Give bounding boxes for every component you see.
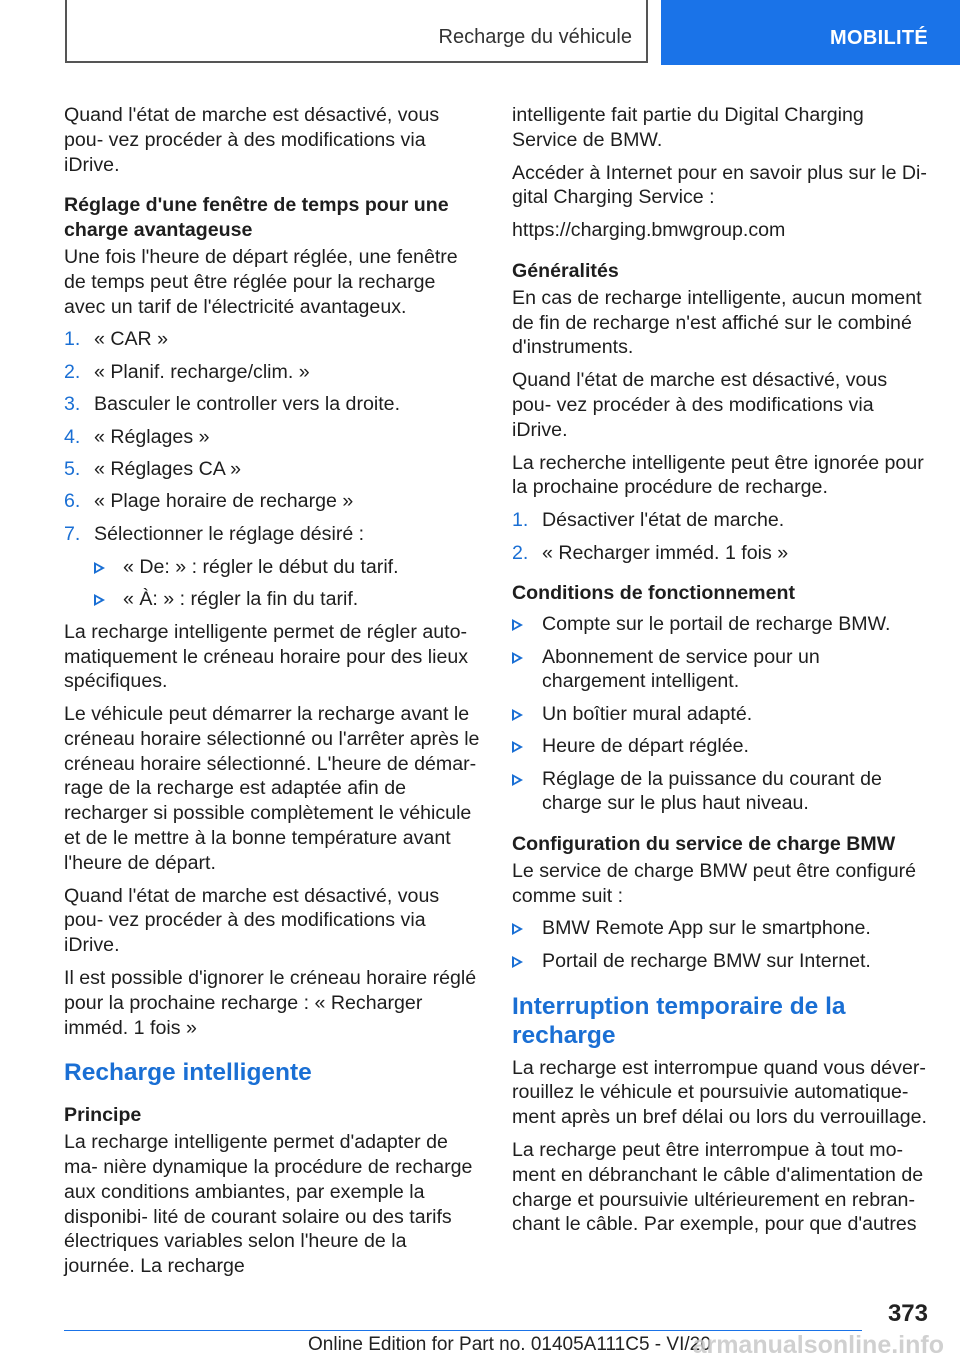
step-item	[512, 508, 928, 533]
subheading-configuration: Configuration du service de charge BMW	[512, 833, 896, 856]
steps-list	[512, 508, 928, 565]
triangle-bullet-icon	[512, 923, 523, 935]
step-number: 3.	[64, 393, 81, 416]
step-text: « CAR »	[94, 328, 169, 351]
condition-item	[512, 767, 928, 817]
triangle-bullet-icon	[512, 741, 523, 753]
step-text: « Réglages »	[94, 425, 210, 448]
paragraph: La recharge peut être interrompue à tout mo- ment en débranchant le câble d'alimentation de charge et poursuivie ultérieurement en rebran- chant le câble. Par exemple, pour que d'autres	[512, 1139, 924, 1236]
condition-text: Compte sur le portail de recharge BMW.	[542, 613, 891, 636]
step-item	[64, 360, 482, 385]
page-number: 373	[887, 1300, 928, 1327]
paragraph: Une fois l'heure de départ réglée, une fenêtre de temps peut être réglée pour la recharge avec un tarif de l'électricité avantageux.	[64, 245, 458, 318]
paragraph: intelligente fait partie du Digital Charging Service de BMW.	[512, 104, 864, 151]
left-column	[64, 103, 482, 1287]
step-item	[64, 457, 482, 482]
substep-item	[64, 587, 482, 612]
triangle-bullet-icon	[512, 956, 523, 968]
url-link[interactable]: https://charging.bmwgroup.com	[512, 219, 786, 242]
substeps-list	[64, 555, 482, 612]
step-text: « Plage horaire de recharge »	[94, 490, 354, 513]
triangle-bullet-icon	[94, 594, 105, 606]
step-item	[64, 392, 482, 417]
condition-item	[512, 734, 928, 759]
paragraph: La recharge intelligente permet d'adapter de ma- nière dynamique la procédure de recharge aux conditions ambiantes, par exemple la disponibi- lité de courant solaire ou des tarifs électriques variables selon l'heure de la journée. La recharge	[64, 1131, 473, 1278]
subheading-conditions: Conditions de fonctionnement	[512, 582, 795, 605]
config-item	[512, 916, 928, 941]
paragraph: Le véhicule peut démarrer la recharge avant le créneau horaire sélectionné ou l'arrêter après le créneau horaire sélectionné. L'heure de démar- rage de la recharge est adaptée afin de recharger si possible complètement le véhicule et de le mettre à la bonne température avant l'heure de départ.	[64, 703, 480, 874]
triangle-bullet-icon	[512, 652, 523, 664]
watermark: armanualsonline.info	[692, 1331, 944, 1359]
header-section-box	[65, 0, 648, 63]
triangle-bullet-icon	[94, 562, 105, 574]
condition-item	[512, 702, 928, 727]
config-list	[512, 916, 928, 973]
right-column	[512, 103, 928, 1245]
config-text: Portail de recharge BMW sur Internet.	[542, 949, 871, 972]
paragraph: Accéder à Internet pour en savoir plus sur le Di- gital Charging Service :	[512, 161, 927, 209]
chapter-tab[interactable]	[661, 0, 960, 65]
step-item	[64, 327, 482, 352]
steps-list	[64, 327, 482, 546]
condition-text: Heure de départ réglée.	[542, 735, 749, 758]
step-text: Désactiver l'état de marche.	[542, 509, 785, 532]
step-text: « Recharger imméd. 1 fois »	[542, 541, 789, 564]
triangle-bullet-icon	[512, 619, 523, 631]
condition-text: Réglage de la puissance du courant de charge sur le plus haut niveau.	[542, 767, 882, 815]
step-item	[64, 425, 482, 450]
config-item	[512, 949, 928, 974]
step-number: 2.	[64, 360, 81, 383]
step-number: 6.	[64, 490, 81, 513]
condition-text: Un boîtier mural adapté.	[542, 702, 753, 725]
paragraph: Le service de charge BMW peut être configuré comme suit :	[512, 859, 917, 907]
paragraph: Quand l'état de marche est désactivé, vous pou- vez procéder à des modifications via iDrive.	[64, 884, 440, 957]
edition-text: Online Edition for Part no. 01405A111C5 - VI/20	[308, 1334, 711, 1355]
step-number: 4.	[64, 425, 81, 448]
step-number: 5.	[64, 457, 81, 480]
conditions-list	[512, 612, 928, 816]
condition-text: Abonnement de service pour un chargement intelligent.	[542, 645, 820, 693]
step-text: « Réglages CA »	[94, 457, 242, 480]
subheading-general: Généralités	[512, 259, 619, 282]
condition-item	[512, 645, 928, 695]
step-number: 2.	[512, 541, 529, 564]
step-number: 1.	[64, 328, 81, 351]
paragraph: En cas de recharge intelligente, aucun moment de fin de recharge n'est affiché sur le combiné d'instruments.	[512, 286, 922, 359]
triangle-bullet-icon	[512, 709, 523, 721]
condition-item	[512, 612, 928, 637]
paragraph: La recharge intelligente permet de régler auto- matiquement le créneau horaire pour des lieux spécifiques.	[64, 620, 469, 693]
paragraph: La recharge est interrompue quand vous déver- rouillez le véhicule et poursuivie automatique- ment après un bref délai ou lors du verrouillage.	[512, 1056, 927, 1129]
config-text: BMW Remote App sur le smartphone.	[542, 917, 871, 940]
step-item	[512, 541, 928, 566]
step-text: Sélectionner le réglage désiré :	[94, 522, 365, 545]
step-text: « Planif. recharge/clim. »	[94, 360, 310, 383]
triangle-bullet-icon	[512, 774, 523, 786]
step-number: 1.	[512, 509, 529, 532]
paragraph: La recherche intelligente peut être ignorée pour la prochaine procédure de recharge.	[512, 451, 924, 499]
paragraph: Il est possible d'ignorer le créneau horaire réglé pour la prochaine recharge : « Recharger imméd. 1 fois »	[64, 967, 477, 1039]
section-title: Recharge du véhicule	[438, 26, 632, 48]
substep-item	[64, 555, 482, 580]
subheading-time-window: Réglage d'une fenêtre de temps pour une charge avantageuse	[64, 194, 449, 242]
substep-text: « À: » : régler la fin du tarif.	[123, 587, 359, 610]
heading-smart-charging: Recharge intelligente	[64, 1059, 312, 1087]
step-text: Basculer le controller vers la droite.	[94, 393, 401, 416]
step-item	[64, 489, 482, 514]
step-number: 7.	[64, 522, 81, 545]
subheading-principle: Principe	[64, 1104, 142, 1127]
heading-interruption: Interruption temporaire de la recharge	[512, 992, 846, 1049]
substep-text: « De: » : régler le début du tarif.	[123, 555, 399, 578]
paragraph: Quand l'état de marche est désactivé, vous pou- vez procéder à des modifications via iDrive.	[64, 104, 440, 176]
step-item	[64, 522, 482, 547]
chapter-tab-label: MOBILITÉ	[830, 27, 928, 49]
paragraph: Quand l'état de marche est désactivé, vous pou- vez procéder à des modifications via iDrive.	[512, 369, 888, 441]
